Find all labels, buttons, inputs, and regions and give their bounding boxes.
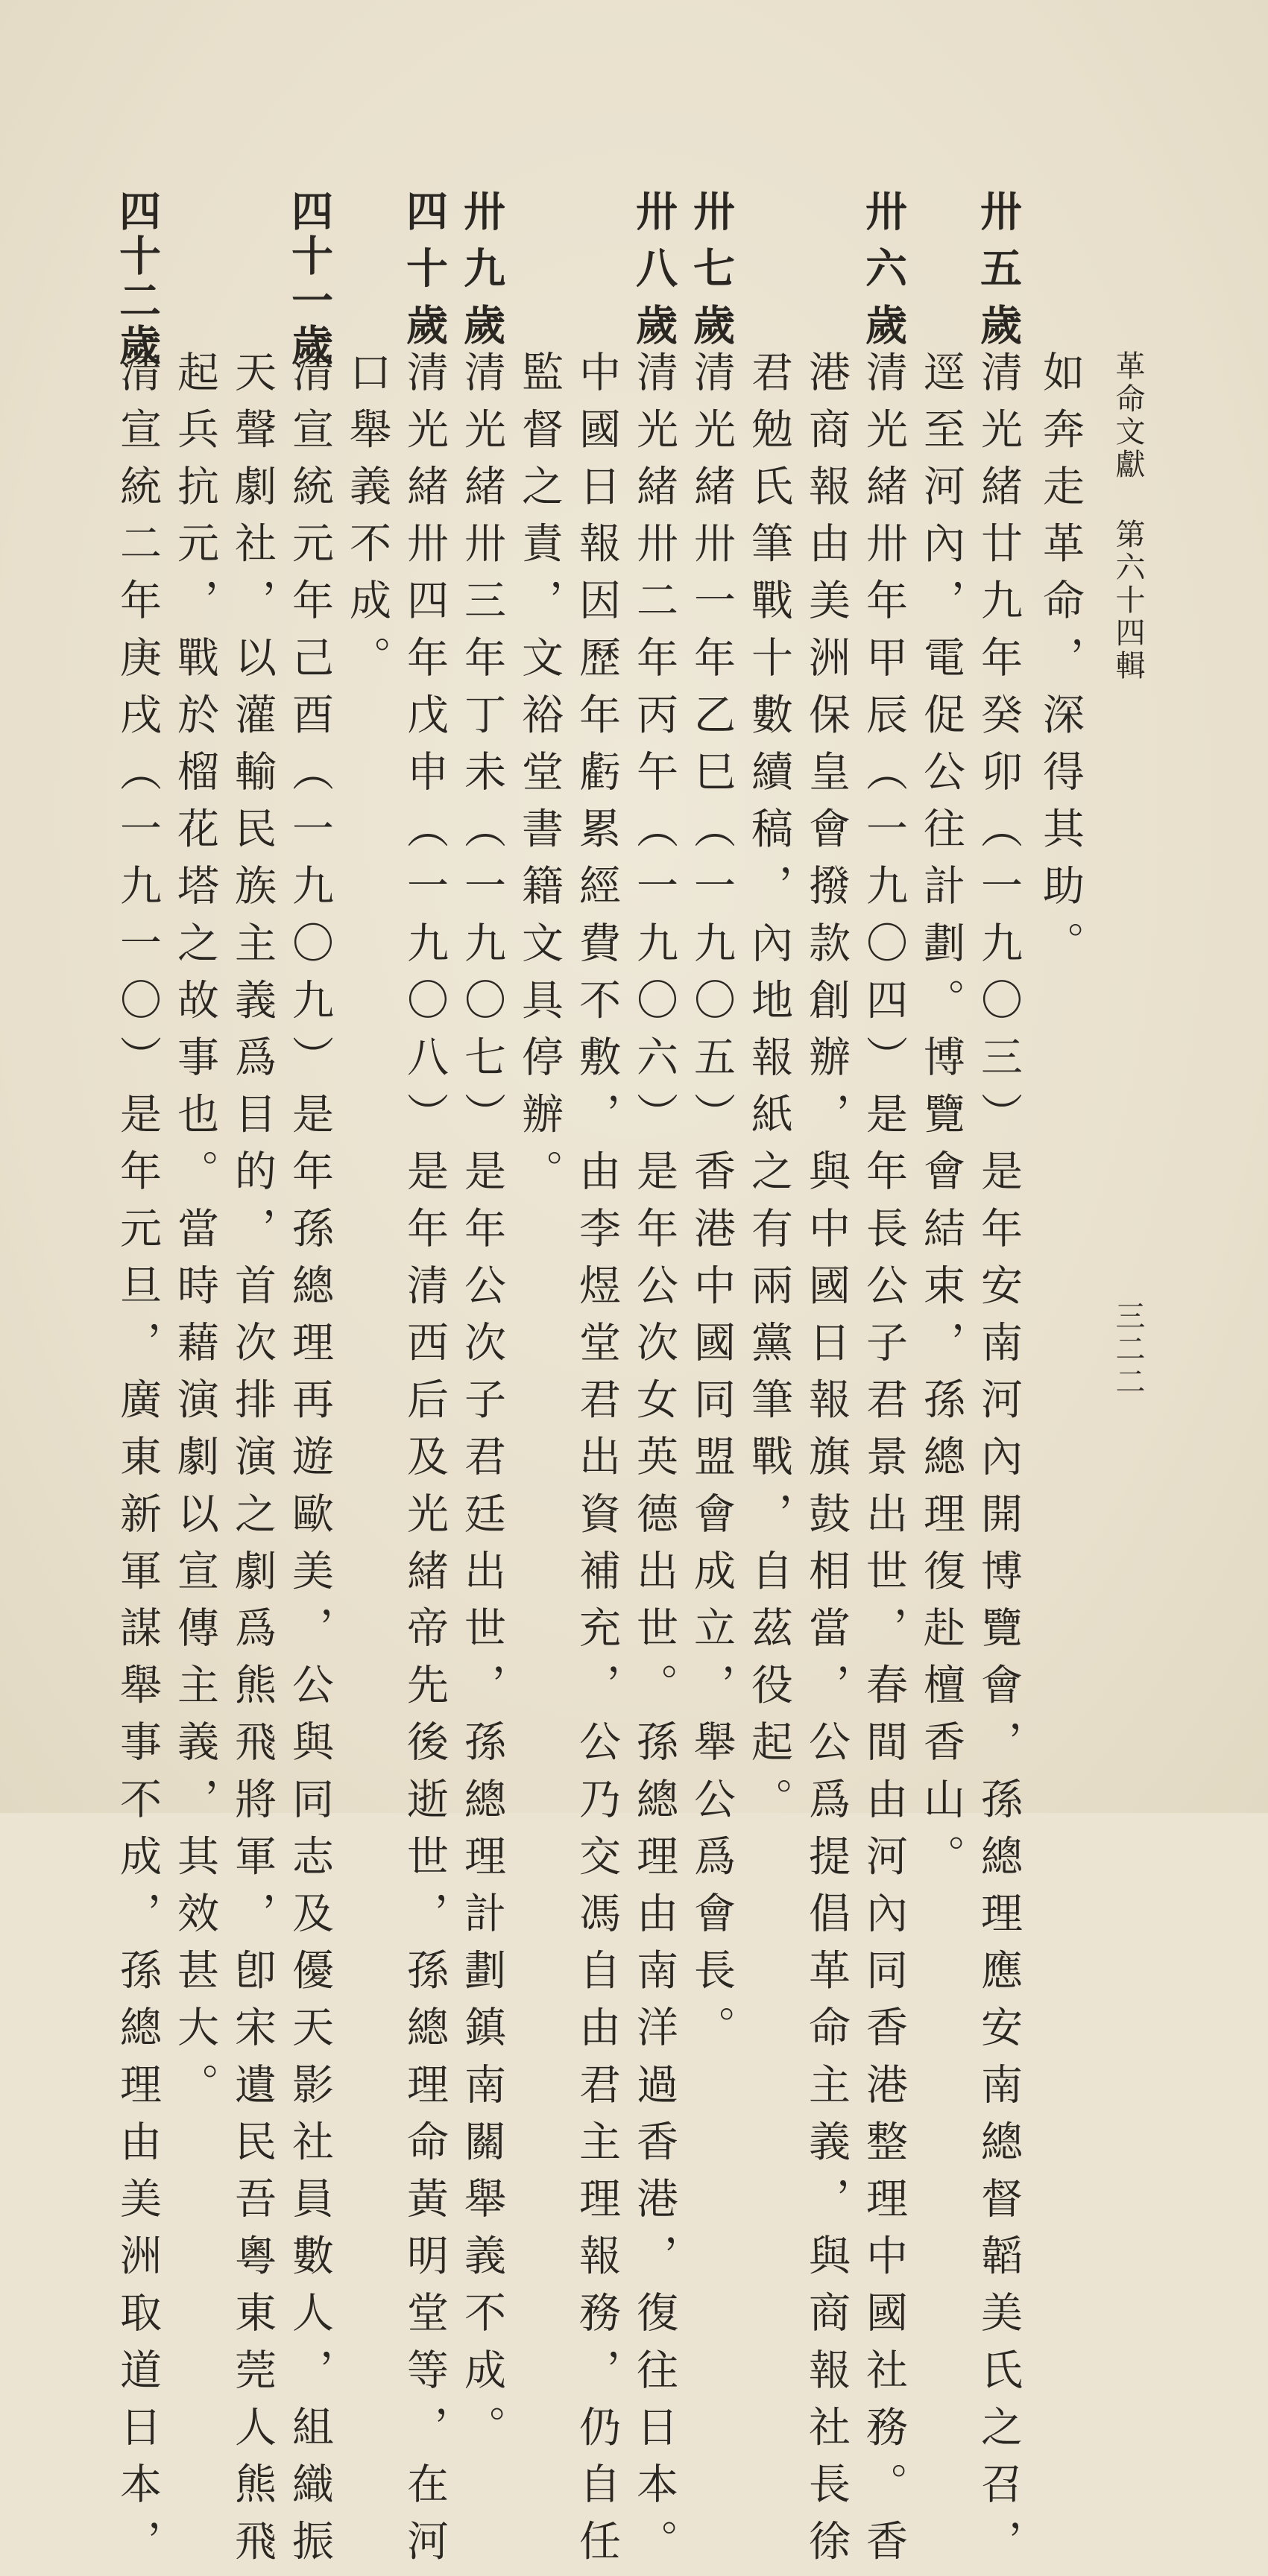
page-number: 三二二 [1111,1300,1145,1399]
text-column: 起兵抗元，戰於榴花塔之故事也。當時藉演劇以宣傳主義，其效甚大。 [171,350,219,2120]
text-column: 清光緒卅一年乙巳（一九〇五）香港中國同盟會成立，舉公爲會長。 [687,350,736,2063]
age-label: 卅五歲 [974,189,1023,361]
text-column: 清光緒卅二年丙午（一九〇六）是年公次女英德出世。孫總理由南洋過香港，復往日本。 [630,350,678,2576]
text-column: 如奔走革命，深得其助。 [1036,350,1085,978]
text-column: 中國日報因歷年虧累經費不敷，由李煜堂君出資補充，公乃交馮自由君主理報務，仍自任 [573,350,621,2576]
text-column: 清光緒廿九年癸卯（一九〇三）是年安南河內開博覽會，孫總理應安南總督韜美氏之召， [974,350,1023,2576]
age-label: 卅九歲 [457,189,506,361]
age-label: 四十二歲 [113,189,162,368]
text-column: 港商報由美洲保皇會撥款創辦，與中國日報旗鼓相當，公爲提倡革命主義，與商報社長徐 [802,350,851,2576]
age-label: 四十歲 [400,189,449,361]
text-column: 清光緒卅年甲辰（一九〇四）是年長公子君景出世，春間由河內同香港整理中國社務。香 [859,350,908,2576]
text-column: 監督之責，文裕堂書籍文具停辦。 [515,350,564,1206]
age-label: 卅六歲 [859,189,908,361]
age-label: 卅七歲 [687,189,736,361]
text-column: 清宣統二年庚戌（一九一〇）是年元旦，廣東新軍謀舉事不成，孫總理由美洲取道日本， [113,350,162,2576]
text-column: 逕至河內，電促公往計劃。博覽會結束，孫總理復赴檀香山。 [917,350,965,1892]
text-column: 清宣統元年己酉（一九〇九）是年孫總理再遊歐美，公與同志及優天影社員數人，組織振 [286,350,334,2576]
running-title: 革命文獻 第六十四輯 [1111,350,1145,683]
text-column: 君勉氏筆戰十數續稿，內地報紙之有兩黨筆戰，自茲役起。 [745,350,793,1835]
age-label: 卅八歲 [629,189,678,361]
text-column: 清光緒卅三年丁未（一九〇七）是年公次子君廷出世，孫總理計劃鎮南關舉義不成。 [458,350,506,2463]
text-column: 口舉義不成。 [343,350,391,693]
text-column: 天聲劇社，以灌輸民族主義爲目的，首次排演之劇爲熊飛將軍，卽宋遺民吾粵東莞人熊飛 [228,350,277,2576]
age-label: 四十一歲 [285,189,334,368]
text-column: 清光緒卅四年戊申（一九〇八）是年清西后及光緒帝先後逝世，孫總理命黃明堂等，在河 [400,350,449,2576]
